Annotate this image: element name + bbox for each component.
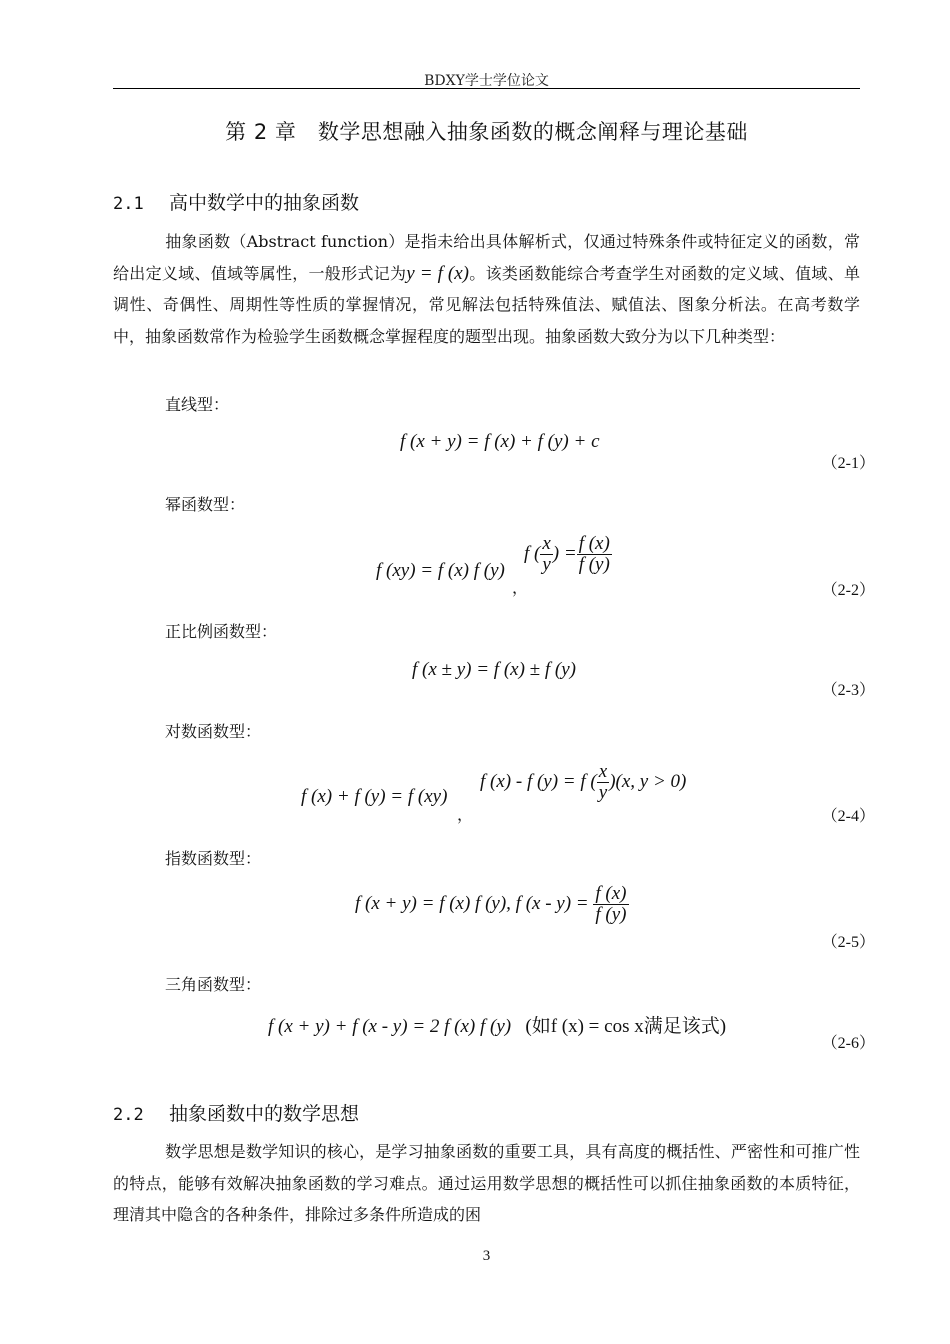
eq6-note: (如f (x) = cos x满足该式): [525, 1016, 727, 1037]
equation-2-3: f (x ± y) = f (x) ± f (y): [412, 659, 576, 680]
section-2-2-text: 数学思想是数学知识的核心，是学习抽象函数的重要工具，具有高度的概括性、严密性和可推广性的特点，能够有效解决抽象函数的学习难点。通过运用数学思想的概括性可以抓住抽象函数的本质特征，理清其中隐含的各种条件，排除过多条件所造成的困: [113, 1142, 860, 1224]
eq5-fraction: [593, 884, 628, 925]
type-label-exponential: 指数函数型：: [165, 849, 262, 868]
equation-number-2-5: （2-5）: [821, 934, 875, 951]
eq4b-lhs: f (x) - f (y) = f (: [480, 770, 597, 792]
equation-2-6: [268, 1011, 726, 1038]
equation-2-4b: [480, 762, 686, 803]
equation-2-2a: f (xy) = f (x) f (y): [376, 560, 505, 581]
eq2b-denominator: f (y): [578, 553, 610, 575]
section-heading-2-1: [113, 188, 359, 215]
equation-comma: ，: [457, 807, 474, 824]
equation-number-2-4: （2-4）: [821, 808, 875, 825]
section-number: 2.2: [113, 1105, 144, 1125]
eq2b-lhs: f (: [524, 542, 541, 564]
eq2b-inner-fraction: [540, 534, 552, 575]
equation-2-2b: [524, 534, 612, 575]
eq4b-numerator: x: [598, 761, 608, 782]
section-title-text: 抽象函数中的数学思想: [169, 1103, 360, 1125]
eq2b-numerator: f (x): [578, 533, 610, 554]
header-rule: [113, 88, 860, 89]
equation-2-5: [355, 884, 629, 925]
equation-number-2-2: （2-2）: [821, 582, 875, 599]
eq5-numerator: f (x): [595, 883, 627, 904]
page-number: 3: [482, 1248, 491, 1264]
running-header: BDXY学士学位论文: [424, 73, 549, 89]
equation-number-2-3: （2-3）: [821, 682, 875, 699]
section-number: 2.1: [113, 194, 144, 214]
equation-number-2-1: （2-1）: [821, 455, 875, 472]
eq5-lhs: f (x + y) = f (x) f (y), f (x - y) =: [355, 892, 589, 914]
eq2b-fraction: [577, 534, 612, 575]
equation-2-1: f (x + y) = f (x) + f (y) + c: [400, 431, 600, 452]
inline-formula: y = f (x): [406, 262, 469, 284]
equation-number-2-6: （2-6）: [821, 1035, 875, 1052]
chapter-title: 第 2 章 数学思想融入抽象函数的概念阐释与理论基础: [225, 120, 748, 144]
eq4b-denominator: y: [598, 781, 608, 803]
type-label-proportional: 正比例函数型：: [165, 622, 278, 641]
intro-text-a: 抽象函数（Abstract function）是指未给出具体解析式，仅通过特殊条件或特征定义的函数，常给出定义域、值域等属性，一般形式记为: [113, 232, 860, 283]
section-heading-2-2: [113, 1099, 359, 1126]
equation-comma: ，: [512, 580, 529, 597]
eq4b-rhs: )(x, y > 0): [609, 770, 687, 792]
type-label-linear: 直线型：: [165, 395, 230, 414]
type-label-logarithmic: 对数函数型：: [165, 722, 262, 741]
type-label-power: 幂函数型：: [165, 495, 246, 514]
eq2b-inner-numerator: x: [542, 533, 551, 554]
equation-2-4a: f (x) + f (y) = f (xy): [301, 786, 448, 807]
eq6-main: f (x + y) + f (x - y) = 2 f (x) f (y): [268, 1016, 512, 1037]
intro-paragraph: [113, 226, 860, 352]
section-2-2-paragraph: [113, 1136, 860, 1231]
eq5-denominator: f (y): [595, 903, 627, 925]
type-label-trigonometric: 三角函数型：: [165, 975, 262, 994]
eq2b-inner-denominator: y: [542, 553, 551, 575]
eq4b-fraction: [597, 762, 609, 803]
section-title-text: 高中数学中的抽象函数: [169, 192, 360, 214]
intro-text-b: 。该类函数能综合考查学生对函数的定义域、值域、单调性、奇偶性、周期性等性质的掌握情况，常见解法包括特殊值法、赋值法、图象分析法。在高考数学中，抽象函数常作为检验学生函数概念掌握程度的题型出现。抽象函数大致分为以下几种类型：: [113, 263, 860, 346]
eq2b-mid: ) =: [552, 542, 577, 564]
